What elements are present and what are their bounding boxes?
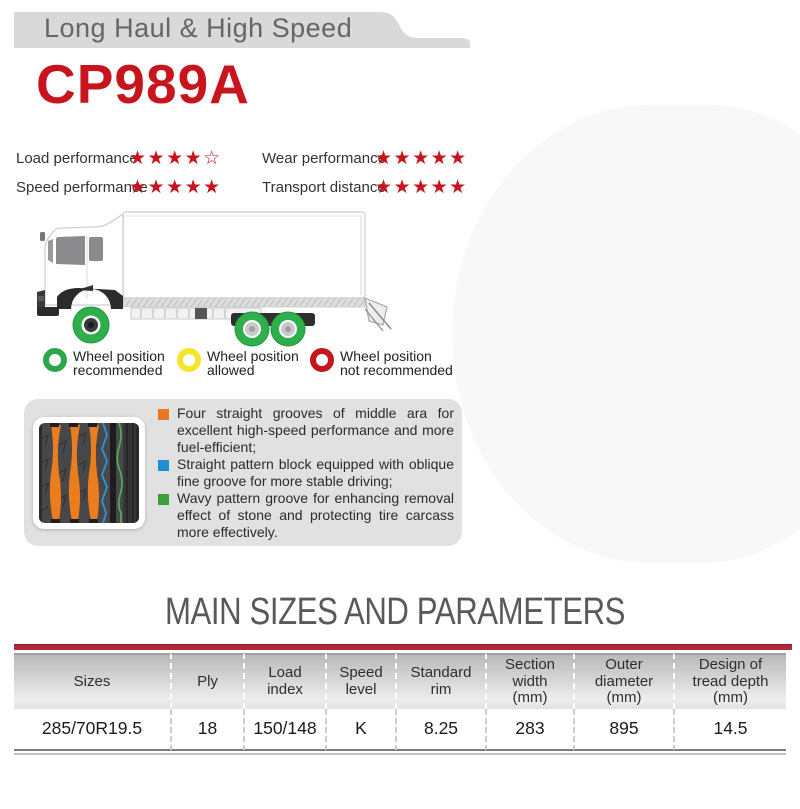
- banner: [14, 12, 474, 48]
- table-cell: 285/70R19.5: [14, 709, 170, 751]
- table-body: [14, 709, 786, 751]
- table-header-line: Outer: [605, 656, 643, 673]
- performance-ratings: [16, 147, 486, 198]
- feature-text: Straight pattern block equipped with oblique fine groove for more stable driving;: [177, 456, 454, 489]
- legend-label-line: Wheel position: [207, 348, 299, 364]
- bullet-square-icon: [158, 460, 169, 471]
- table-cell: 8.25: [395, 709, 485, 751]
- rating-label: Load performance: [16, 149, 138, 167]
- wheel-ring-icon-recommended: [43, 348, 67, 372]
- feature-panel: [24, 399, 462, 546]
- bullet-square-icon: [158, 494, 169, 505]
- table-header-line: level: [345, 680, 377, 698]
- table-header-line: index: [267, 680, 303, 698]
- product-name: CP989A: [36, 53, 250, 115]
- table-cell: 150/148: [243, 709, 325, 751]
- table-header-line: (mm): [606, 689, 642, 706]
- tread-svg: [39, 423, 139, 523]
- section-title: MAIN SIZES AND PARAMETERS: [164, 591, 626, 633]
- rear-wheel-2: [271, 312, 305, 346]
- table-underline: [14, 753, 786, 755]
- table-header-line: Design of: [698, 656, 763, 673]
- feature-item-wavy-pattern-groove: [158, 490, 454, 541]
- table-header-line: diameter: [594, 672, 654, 690]
- wheel-position-legend: [43, 348, 473, 384]
- table-header-line: (mm): [512, 689, 548, 706]
- table-row: [14, 709, 786, 751]
- rating-item: [262, 147, 486, 169]
- table-header-cell: [673, 653, 786, 709]
- legend-item-recommended: [43, 348, 165, 378]
- rating-label: Wear performance: [262, 149, 386, 167]
- parameters-table: [14, 653, 786, 751]
- truck-svg: [35, 203, 445, 353]
- truck-illustration: [35, 203, 445, 353]
- tread-pattern-image: [33, 417, 145, 529]
- background-blob: [452, 105, 800, 563]
- table-cell: K: [325, 709, 395, 751]
- table-header-line: Sizes: [73, 672, 111, 690]
- bullet-square-icon: [158, 409, 169, 420]
- section-divider: [14, 644, 792, 650]
- legend-label: [73, 348, 165, 378]
- rating-item: [262, 176, 486, 198]
- table-cell: 18: [170, 709, 243, 751]
- table-header-cell: [485, 653, 573, 709]
- rating-label: Speed performance: [16, 178, 148, 196]
- legend-label-line: not recommended: [340, 362, 453, 379]
- legend-label-line: recommended: [73, 362, 163, 379]
- table-cell: 14.5: [673, 709, 786, 751]
- table-cell: 895: [573, 709, 673, 751]
- legend-label: [207, 348, 299, 378]
- feature-item-straight-pattern-block: [158, 456, 454, 490]
- legend-label: [340, 348, 453, 378]
- table-header-cell: [325, 653, 395, 709]
- table-header-cell: [170, 653, 243, 709]
- table-header-line: width: [512, 672, 548, 690]
- feature-text: Wavy pattern groove for enhancing removal effect of stone and protecting tire carcass more effectively.: [177, 490, 454, 540]
- table-header: [14, 653, 786, 709]
- rating-stars: ★★★★★: [375, 147, 468, 169]
- table-header-cell: [573, 653, 673, 709]
- rating-item: [16, 147, 262, 169]
- legend-label-line: Wheel position: [340, 348, 432, 364]
- table-header-row: [14, 653, 786, 709]
- table-header-line: Standard: [410, 664, 472, 682]
- table-header-line: (mm): [713, 689, 748, 706]
- wheel-ring-icon-not-recommended: [310, 348, 334, 372]
- table-header-line: tread depth: [692, 672, 769, 690]
- rating-stars: ★★★★☆: [129, 147, 222, 169]
- legend-label-line: Wheel position: [73, 348, 165, 364]
- rear-wheel-1: [235, 312, 269, 346]
- table-header-line: Speed: [339, 664, 383, 682]
- legend-item-not-recommended: [310, 348, 453, 378]
- feature-list: [158, 405, 454, 541]
- legend-label-line: allowed: [207, 362, 255, 379]
- table-header-cell: [395, 653, 485, 709]
- rating-label: Transport distance: [262, 178, 386, 196]
- table-header-line: rim: [430, 680, 452, 698]
- table-header-line: Load: [268, 664, 302, 682]
- rating-item: [16, 176, 262, 198]
- table-header-cell: [14, 653, 170, 709]
- feature-item-four-straight-grooves: [158, 405, 454, 456]
- rating-stars: ★★★★★: [129, 176, 222, 198]
- front-wheel: [73, 307, 109, 343]
- table-header-line: Ply: [197, 672, 218, 690]
- legend-item-allowed: [177, 348, 299, 378]
- banner-title: Long Haul & High Speed: [44, 13, 353, 43]
- wheel-ring-icon-allowed: [177, 348, 201, 372]
- table-header-cell: [243, 653, 325, 709]
- rating-stars: ★★★★★: [375, 176, 468, 198]
- table-cell: 283: [485, 709, 573, 751]
- table-header-line: Section: [504, 656, 556, 673]
- parameters-table-wrap: [14, 653, 786, 755]
- feature-text: Four straight grooves of middle ara for excellent high-speed performance and more fuel-efficient;: [177, 405, 454, 455]
